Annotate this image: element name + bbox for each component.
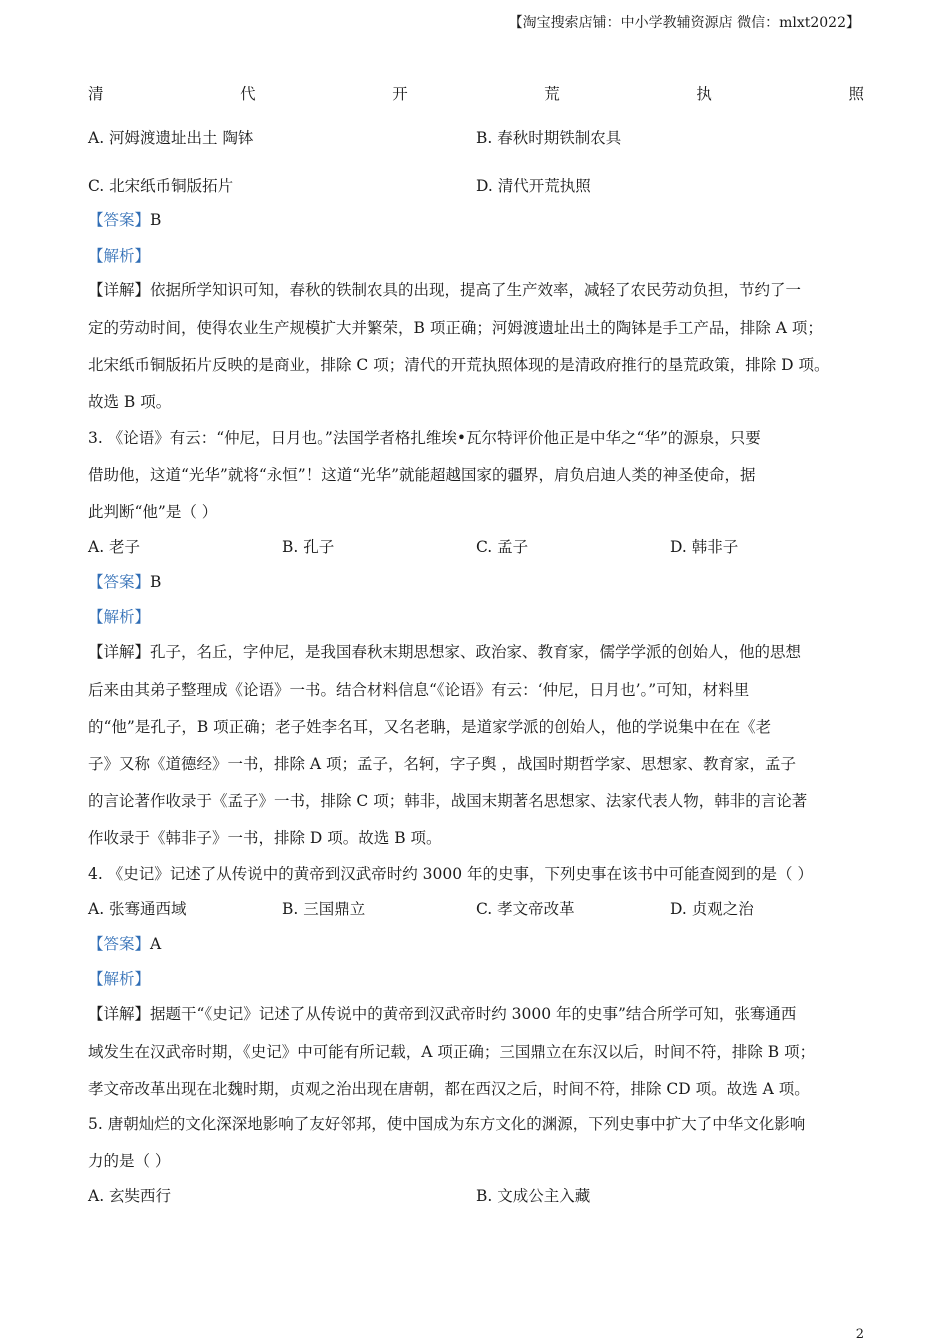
detail-tag: 【详解】 <box>88 281 151 299</box>
q3-answer <box>88 572 161 592</box>
q3-detail-line: 的“他”是孔子，B 项正确；老子姓李名耳，又名老聃，是道家学派的创始人，他的学说集中在在《老 <box>88 718 772 736</box>
q4-detail-line: 孝文帝改革出现在北魏时期，贞观之治出现在唐朝，都在西汉之后，时间不符，排除 CD 项。故选 A 项。 <box>88 1080 810 1098</box>
q2-analysis-tag <box>88 246 150 266</box>
q4-detail-line: 域发生在汉武帝时期，《史记》中可能有所记载，A 项正确；三国鼎立在东汉以后，时间不符，排除 B 项； <box>88 1043 816 1061</box>
q2-detail-line: 北宋纸币铜版拓片反映的是商业，排除 C 项；清代的开荒执照体现的是清政府推行的垦荒政策，排除 D 项。 <box>88 356 830 374</box>
q2-option-d: D. 清代开荒执照 <box>476 177 591 195</box>
q3-option-d: D. 韩非子 <box>670 538 739 556</box>
page-header-watermark: 【淘宝搜索店铺：中小学教辅资源店 微信：mlxt2022】 <box>508 15 860 31</box>
q5-option-b: B. 文成公主入藏 <box>476 1187 591 1205</box>
q2-option-a: A. 河姆渡遗址出土 陶钵 <box>88 129 254 147</box>
q3-detail-line: 作收录于《韩非子》一书，排除 D 项。故选 B 项。 <box>88 829 442 847</box>
q3-option-c: C. 孟子 <box>476 538 529 556</box>
figure-label-char: 荒 <box>544 85 560 103</box>
q3-detail-line: 子》又称《道德经》一书，排除 A 项；孟子，名轲，字子舆 ，战国时期哲学家、思想家、教育家，孟子 <box>88 755 796 773</box>
answer-tag: 【答案】 <box>88 211 151 229</box>
q5-stem-line: 5. 唐朝灿烂的文化深深地影响了友好邻邦，使中国成为东方文化的渊源，下列史事中扩大了中华文化影响 <box>88 1115 806 1133</box>
q4-detail-line <box>88 1004 796 1024</box>
figure-label-char: 代 <box>240 85 256 103</box>
q4-option-d: D. 贞观之治 <box>670 900 754 918</box>
detail-text: 据题干“《史记》记述了从传说中的黄帝到汉武帝时约 3000 年的史事”结合所学可知，张骞通西 <box>150 1005 797 1023</box>
detail-text: 依据所学知识可知，春秋的铁制农具的出现，提高了生产效率，减轻了农民劳动负担，节约了一 <box>150 281 802 299</box>
detail-text: 孔子，名丘，字仲尼，是我国春秋末期思想家、政治家、教育家，儒学学派的创始人，他的思想 <box>150 643 802 661</box>
q4-stem: 4. 《史记》记述了从传说中的黄帝到汉武帝时约 3000 年的史事，下列史事在该书中可能查阅到的是（ ） <box>88 865 813 883</box>
q3-stem-line: 此判断“他”是（ ） <box>88 503 218 521</box>
page-number: 2 <box>855 1327 864 1342</box>
q2-option-b: B. 春秋时期铁制农具 <box>476 129 622 147</box>
q5-option-a: A. 玄奘西行 <box>88 1187 172 1205</box>
q3-stem-line: 借助他，这道“光华”就将“永恒”！这道“光华”就能超越国家的疆界，肩负启迪人类的神圣使命，据 <box>88 466 756 484</box>
q4-option-b: B. 三国鼎立 <box>282 900 366 918</box>
q4-option-c: C. 孝文帝改革 <box>476 900 575 918</box>
q3-analysis-tag <box>88 607 150 627</box>
figure-label-char: 照 <box>848 85 864 103</box>
q3-detail-line: 的言论著作收录于《孟子》一书，排除 C 项；韩非，战国末期著名思想家、法家代表人物，韩非的言论著 <box>88 792 808 810</box>
figure-label-qing-dai-kaihuang-zhizhao <box>88 82 864 104</box>
answer-value: B <box>150 573 162 591</box>
analysis-tag: 【解析】 <box>88 970 151 988</box>
q2-detail-line: 故选 B 项。 <box>88 393 172 411</box>
q4-option-a: A. 张骞通西域 <box>88 900 187 918</box>
answer-tag: 【答案】 <box>88 573 151 591</box>
analysis-tag: 【解析】 <box>88 608 151 626</box>
figure-label-char: 执 <box>696 85 712 103</box>
figure-label-char: 开 <box>392 85 408 103</box>
q3-detail-line: 后来由其弟子整理成《论语》一书。结合材料信息“《论语》有云：‘仲尼，日月也’。”可知，材料里 <box>88 681 750 699</box>
answer-tag: 【答案】 <box>88 935 151 953</box>
detail-tag: 【详解】 <box>88 643 151 661</box>
q3-stem-line: 3. 《论语》有云：“仲尼，日月也。”法国学者格扎维埃•瓦尔特评价他正是中华之“华”的源泉，只要 <box>88 429 761 447</box>
q2-detail-line: 定的劳动时间，使得农业生产规模扩大并繁荣，B 项正确；河姆渡遗址出土的陶钵是手工产品，排除 A 项； <box>88 319 823 337</box>
figure-label-char: 清 <box>88 85 104 103</box>
analysis-tag: 【解析】 <box>88 247 151 265</box>
q2-answer <box>88 210 161 230</box>
q3-option-a: A. 老子 <box>88 538 141 556</box>
q3-option-b: B. 孔子 <box>282 538 335 556</box>
q5-stem-line: 力的是（ ） <box>88 1152 171 1170</box>
q2-detail-line <box>88 280 801 300</box>
q3-detail-line <box>88 642 801 662</box>
q4-analysis-tag <box>88 969 150 989</box>
answer-value: B <box>150 211 162 229</box>
answer-value: A <box>150 935 162 953</box>
detail-tag: 【详解】 <box>88 1005 151 1023</box>
q2-option-c: C. 北宋纸币铜版拓片 <box>88 177 234 195</box>
q4-answer <box>88 934 161 954</box>
